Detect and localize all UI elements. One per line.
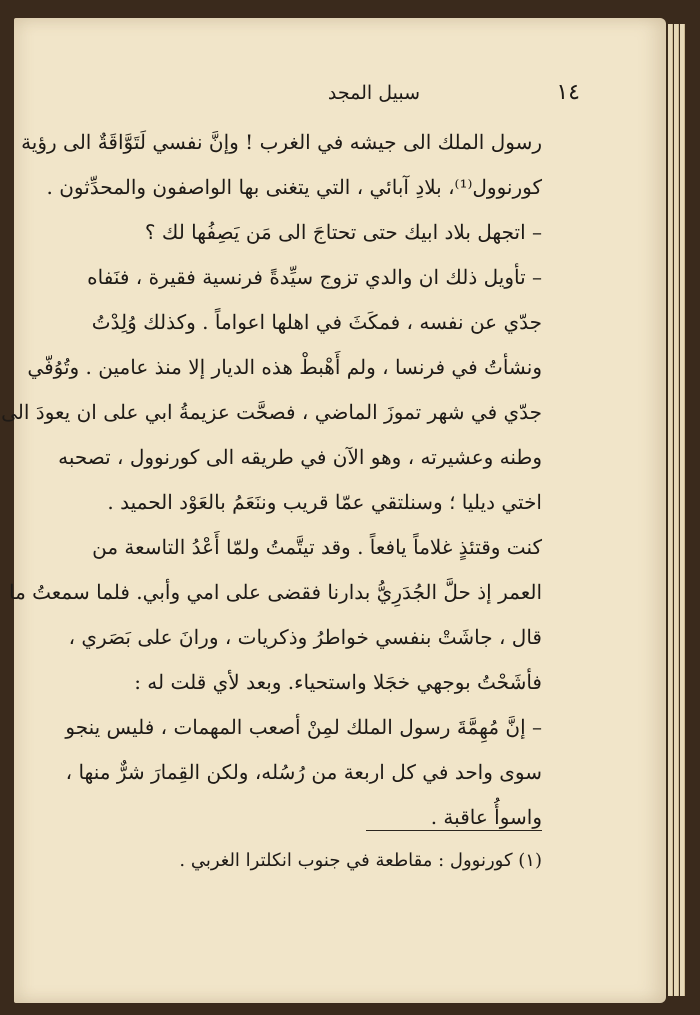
page-edge	[674, 24, 679, 996]
text-line: ونشأتُ في فرنسا ، ولم أَهْبطْ هذه الديار إلا منذ عامين . وتُوُفّي	[27, 355, 542, 379]
text-line: اختي ديليا ؛ وسنلتقي عمّا قريب وننَعَمُ بالعَوْد الحميد .	[107, 490, 542, 514]
text-line: كورنوول⁽¹⁾، بلادِ آبائي ، التي يتغنى بها الواصفون والمحدِّثون .	[46, 175, 542, 199]
page-edge	[680, 24, 685, 996]
page-header	[60, 80, 580, 112]
text-line: جدّي عن نفسه ، فمكَثَ في اهلها اعواماً . وكذلك وُلِدْتُ	[91, 310, 542, 334]
footnote-rule	[366, 830, 542, 831]
running-title: سبيل المجد	[327, 82, 420, 104]
text-line: سوى واحد في كل اربعة من رُسُله، ولكن القِمارَ شرٌّ منها ،	[65, 760, 542, 784]
page-edge	[668, 24, 673, 996]
text-line: وطنه وعشيرته ، وهو الآن في طريقه الى كورنوول ، تصحبه	[58, 445, 542, 469]
text-line: كنت وقتئذٍ غلاماً يافعاً . وقد تيتَّمتُ ولمّا أَعْدُ التاسعة من	[92, 535, 542, 559]
text-line: – تأويل ذلك ان والدي تزوج سيِّدةً فرنسية فقيرة ، فنَفاه	[87, 265, 542, 289]
text-line: فأشَحْتُ بوجهي خجَلا واستحياء. وبعد لأي قلت له :	[134, 670, 542, 694]
body-text	[1, 120, 542, 840]
text-line: – إنَّ مُهِمَّةَ رسول الملك لمِنْ أصعب المهمات ، فليس ينجو	[65, 715, 542, 739]
text-line: جدّي في شهر تموزَ الماضي ، فصحَّت عزيمةُ ابي على ان يعودَ الى	[1, 400, 542, 424]
page-number: ١٤	[556, 80, 580, 105]
text-line: العمر إذ حلَّ الجُدَرِيُّ بدارنا فقضى على امي وأبي. فلما سمعتُ ما	[8, 580, 542, 604]
footnote: (١) كورنوول : مقاطعة في جنوب انكلترا الغربي .	[179, 850, 542, 871]
text-line: واسوأُ عاقبة .	[430, 805, 542, 829]
text-line: – اتجهل بلاد ابيك حتى تحتاجَ الى مَن يَصِفُها لك ؟	[144, 220, 542, 244]
text-line: رسول الملك الى جيشه في الغرب ! وإنَّ نفسي لَتَوَّاقَةٌ الى رؤية	[21, 130, 542, 154]
text-line: قال ، جاشَتْ بنفسي خواطرُ وذكريات ، ورانَ على بَصَري ،	[68, 625, 542, 649]
